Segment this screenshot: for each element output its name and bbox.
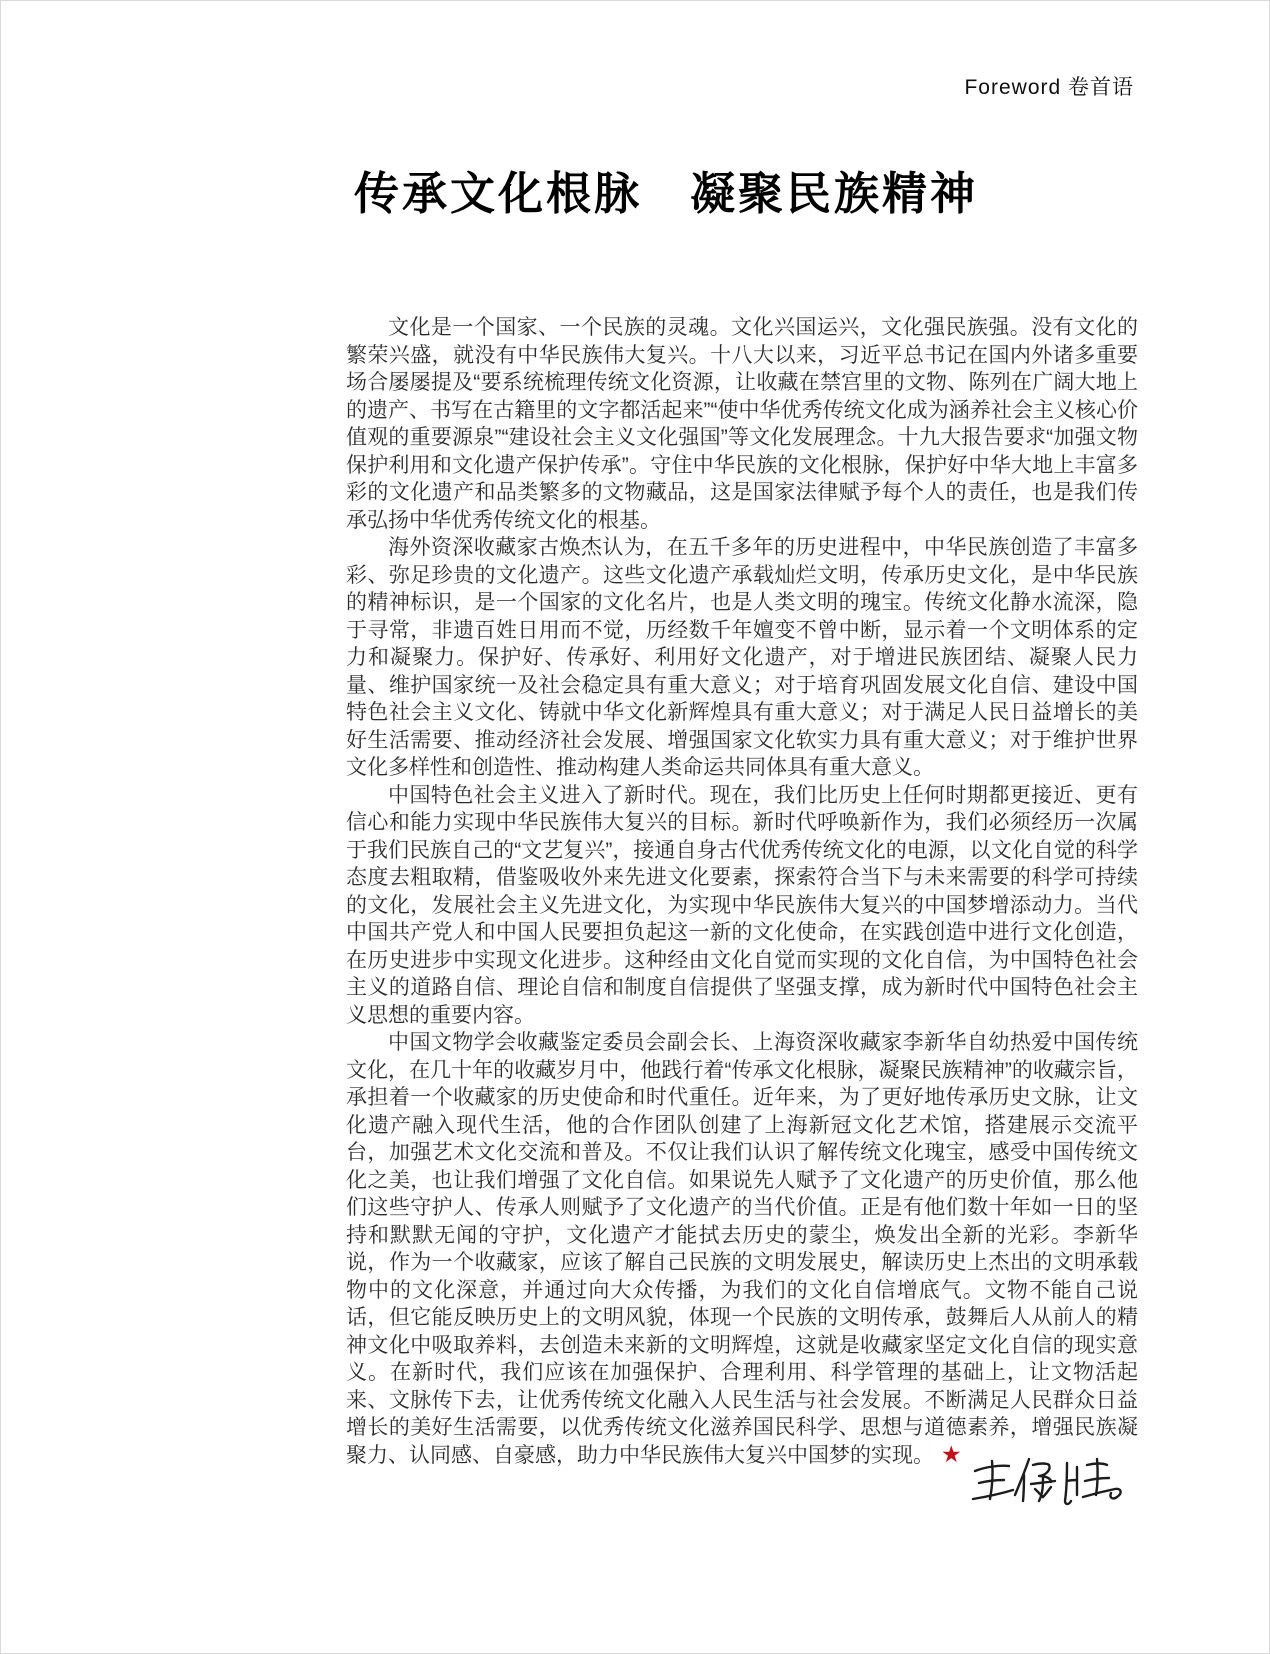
- end-star-icon: ★: [941, 1440, 962, 1467]
- signature: [969, 1451, 1139, 1521]
- page-header: [964, 71, 1134, 101]
- page-title: 传承文化根脉 凝聚民族精神: [354, 167, 979, 220]
- header-label: Foreword 卷首语: [964, 76, 1134, 99]
- paragraph: 海外资深收藏家古焕杰认为，在五千多年的历史进程中，中华民族创造了丰富多彩、弥足珍贵的文化遗产。这些文化遗产承载灿烂文明，传承历史文化，是中华民族的精神标识，是一个国家的文化名片，也是人类文明的瑰宝。传统文化静水流深，隐于寻常，非遗百姓日用而不觉，历经数千年嬗变不曾中断，显示着一个文明体系的定力和凝聚力。保护好、传承好、利用好文化遗产，对于增进民族团结、凝聚人民力量、维护国家统一及社会稳定具有重大意义；对于培育巩固发展文化自信、建设中国特色社会主义文化、铸就中华文化新辉煌具有重大意义；对于满足人民日益增长的美好生活需要、推动经济社会发展、增强国家文化软实力具有重大意义；对于维护世界文化多样性和创造性、推动构建人类命运共同体具有重大意义。: [346, 536, 1138, 779]
- paragraph-text: 中国文物学会收藏鉴定委员会副会长、上海资深收藏家李新华自幼热爱中国传统文化，在几十年的收藏岁月中，他践行着“传承文化根脉，凝聚民族精神”的收藏宗旨，承担着一个收藏家的历史使命和时代重任。近年来，为了更好地传承历史文脉，让文化遗产融入现代生活，他的合作团队创建了上海新冠文化艺术馆，搭建展示交流平台，加强艺术文化交流和普及。不仅让我们认识了解传统文化瑰宝，感受中国传统文化之美，也让我们增强了文化自信。如果说先人赋予了文化遗产的历史价值，那么他们这些守护人、传承人则赋予了文化遗产的当代价值。正是有他们数十年如一日的坚持和默默无闻的守护，文化遗产才能拭去历史的蒙尘，焕发出全新的光彩。李新华说，作为一个收藏家，应该了解自己民族的文明发展史，解读历史上杰出的文明承载物中的文化深意，并通过向大众传播，为我们的文化自信增底气。文物不能自己说话，但它能反映历史上的文明风貌，体现一个民族的文明传承，鼓舞后人从前人的精神文化中吸取养料，去创造未来新的文明辉煌，这就是收藏家坚定文化自信的现实意义。在新时代，我们应该在加强保护、合理利用、科学管理的基础上，让文物活起来、文脉传下去，让优秀传统文化融入人民生活与社会发展。不断满足人民群众日益增长的美好生活需要，以优秀传统文化滋养国民科学、思想与道德素养，增强民族凝聚力、认同感、自豪感，助力中华民族伟大复兴中国梦的实现。: [346, 1031, 1138, 1467]
- paragraph: 中国特色社会主义进入了新时代。现在，我们比历史上任何时期都更接近、更有信心和能力实现中华民族伟大复兴的目标。新时代呼唤新作为，我们必须经历一次属于我们民族自己的“文艺复兴”，接通自身古代优秀传统文化的电源，以文化自觉的科学态度去粗取精，借鉴吸收外来先进文化要素，探索符合当下与未来需要的科学可持续的文化，发展社会主义先进文化，为实现中华民族伟大复兴的中国梦增添动力。当代中国共产党人和中国人民要担负起这一新的文化使命，在实践创造中进行文化创造，在历史进步中实现文化进步。这种经由文化自觉而实现的文化自信，为中国特色社会主义的道路自信、理论自信和制度自信提供了坚强支撑，成为新时代中国特色社会主义思想的重要内容。: [346, 783, 1138, 1027]
- paragraph: 文化是一个国家、一个民族的灵魂。文化兴国运兴，文化强民族强。没有文化的繁荣兴盛，就没有中华民族伟大复兴。十八大以来，习近平总书记在国内外诸多重要场合屡屡提及“要系统梳理传统文化资源，让收藏在禁宫里的文物、陈列在广阔大地上的遗产、书写在古籍里的文字都活起来”“使中华优秀传统文化成为涵养社会主义核心价值观的重要源泉”“建设社会主义文化强国”等文化发展理念。十九大报告要求“加强文物保护利用和文化遗产保护传承”。守住中华民族的文化根脉，保护好中华大地上丰富多彩的文化遗产和品类繁多的文物藏品，这是国家法律赋予每个人的责任，也是我们传承弘扬中华优秀传统文化的根基。: [346, 316, 1138, 532]
- paragraph: [346, 1029, 1138, 1469]
- article-body: [346, 314, 1138, 1469]
- signature-strokes: [969, 1451, 1139, 1521]
